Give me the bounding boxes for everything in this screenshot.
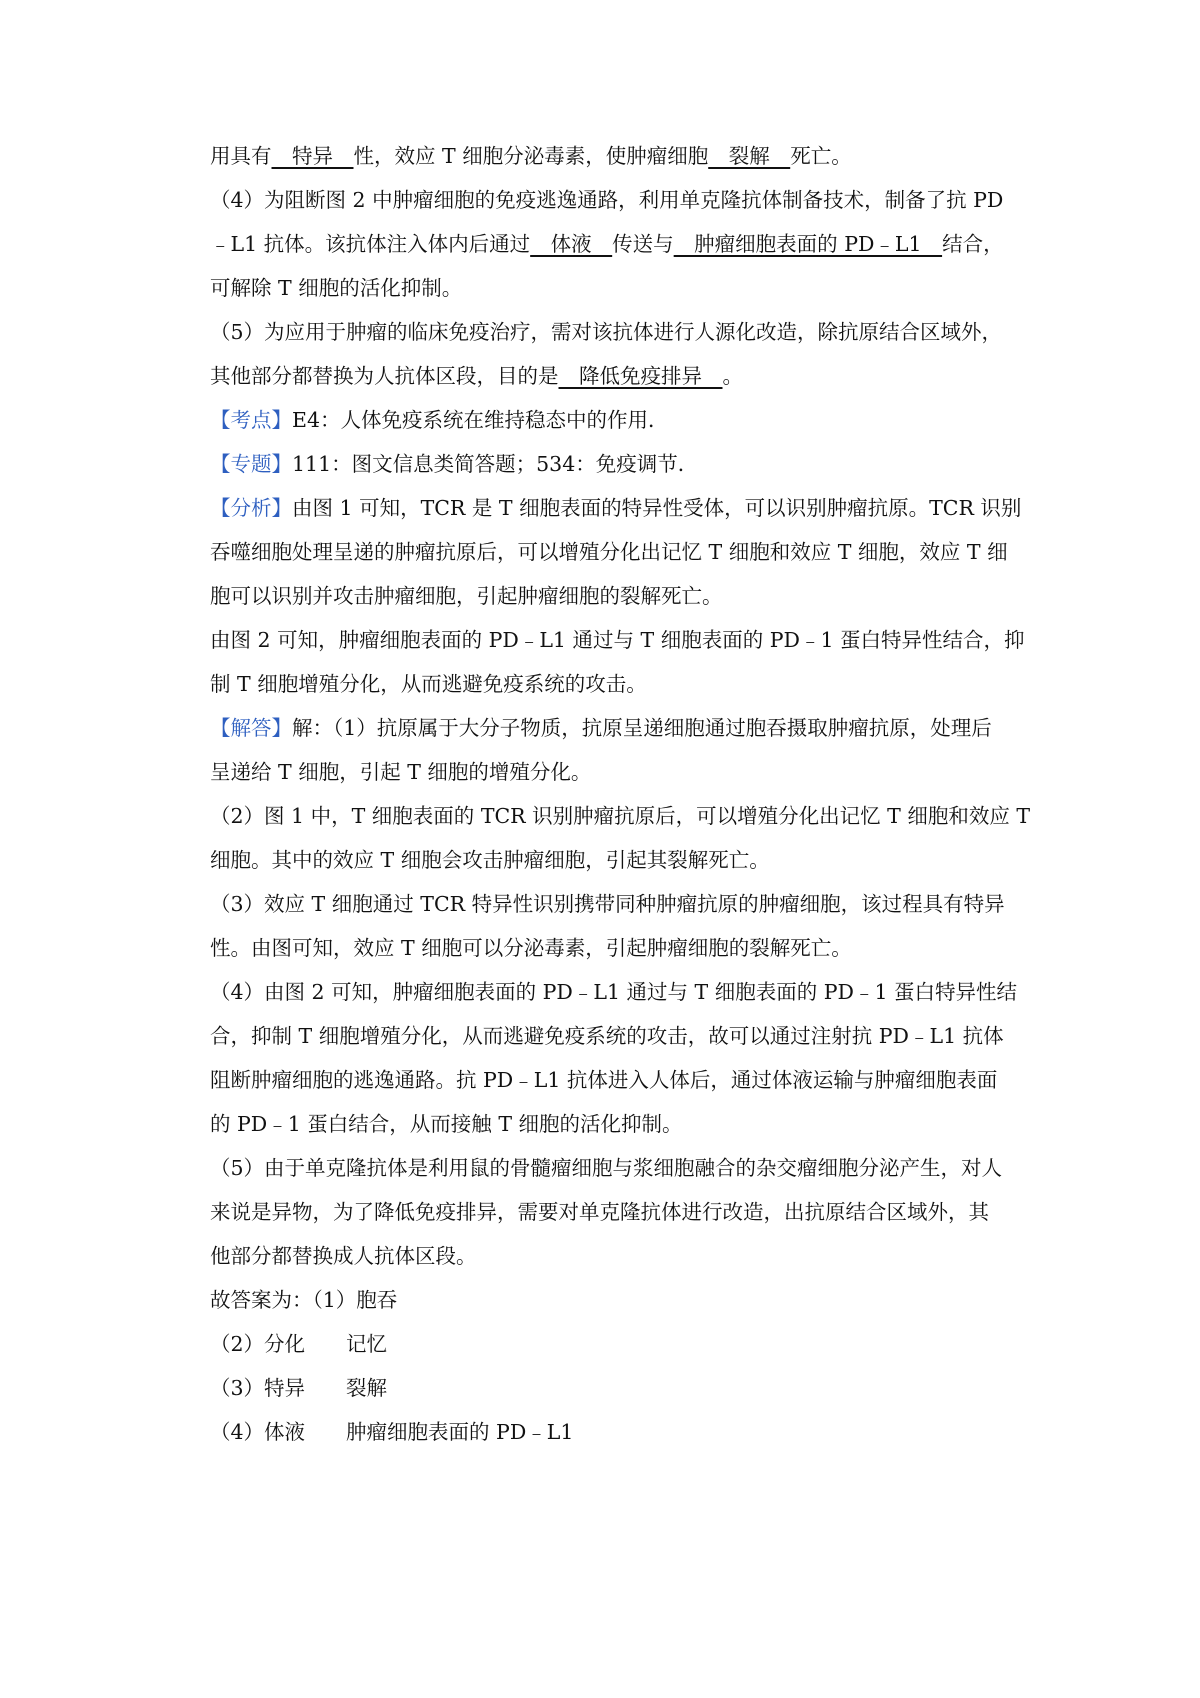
answer-blank: 特异	[271, 144, 354, 168]
text: 死亡。	[790, 144, 852, 168]
jieda-line-12: 来说是异物，为了降低免疫排异，需要对单克隆抗体进行改造，出抗原结合区域外，其	[210, 1200, 989, 1224]
text: 传送与	[612, 232, 674, 256]
zhuanti-text: 111：图文信息类简答题；534：免疫调节．	[292, 452, 699, 476]
q4-line-3: 可解除 T 细胞的活化抑制。	[210, 276, 463, 300]
answer-line-1: 故答案为：（1）胞吞	[210, 1288, 398, 1312]
fenxi-line-1	[210, 494, 1030, 522]
kaodian-line	[210, 406, 1030, 434]
jieda-line-13: 他部分都替换成人抗体区段。	[210, 1244, 477, 1268]
text: 结合，	[942, 232, 1004, 256]
kaodian-text: E4：人体免疫系统在维持稳态中的作用．	[292, 408, 669, 432]
answer-blank: 裂解	[708, 144, 791, 168]
q3-tail-line	[210, 142, 1030, 170]
jieda-line-8: 合，抑制 T 细胞增殖分化，从而逃避免疫系统的攻击，故可以通过注射抗 PD﹣L1 抗体	[210, 1024, 1004, 1048]
text: 。	[722, 364, 743, 388]
jieda-line-9: 阻断肿瘤细胞的逃逸通路。抗 PD﹣L1 抗体进入人体后，通过体液运输与肿瘤细胞表面	[210, 1068, 998, 1092]
jieda-tag: 【解答】	[210, 716, 292, 740]
fenxi-line-4: 由图 2 可知，肿瘤细胞表面的 PD﹣L1 通过与 T 细胞表面的 PD﹣1 蛋白特异性结合，抑	[210, 628, 1025, 652]
answer-line-2: （2）分化 记忆	[210, 1332, 388, 1356]
text: 解：（1）抗原属于大分子物质，抗原呈递细胞通过胞吞摄取肿瘤抗原，处理后	[292, 716, 992, 740]
jieda-line-6: 性。由图可知，效应 T 细胞可以分泌毒素，引起肿瘤细胞的裂解死亡。	[210, 936, 852, 960]
answer-blank: 肿瘤细胞表面的 PD﹣L1	[673, 232, 943, 256]
jieda-line-1	[210, 714, 1030, 742]
zhuanti-tag: 【专题】	[210, 452, 292, 476]
jieda-line-11: （5）由于单克隆抗体是利用鼠的骨髓瘤细胞与浆细胞融合的杂交瘤细胞分泌产生，对人	[210, 1156, 1003, 1180]
text: ﹣L1 抗体。该抗体注入体内后通过	[210, 232, 531, 256]
text: 其他部分都替换为人抗体区段，目的是	[210, 364, 559, 388]
fenxi-line-2: 吞噬细胞处理呈递的肿瘤抗原后，可以增殖分化出记忆 T 细胞和效应 T 细胞，效应 T 细	[210, 540, 1008, 564]
jieda-line-7: （4）由图 2 可知，肿瘤细胞表面的 PD﹣L1 通过与 T 细胞表面的 PD﹣1 蛋白特异性结	[210, 980, 1018, 1004]
zhuanti-line	[210, 450, 1030, 478]
text: 性，效应 T 细胞分泌毒素，使肿瘤细胞	[353, 144, 709, 168]
fenxi-line-5: 制 T 细胞增殖分化，从而逃避免疫系统的攻击。	[210, 672, 647, 696]
fenxi-line-3: 胞可以识别并攻击肿瘤细胞，引起肿瘤细胞的裂解死亡。	[210, 584, 723, 608]
q4-line-2	[210, 230, 1030, 258]
q5-line-1: （5）为应用于肿瘤的临床免疫治疗，需对该抗体进行人源化改造，除抗原结合区域外，	[210, 320, 1003, 344]
answer-blank: 体液	[530, 232, 613, 256]
jieda-line-4: 细胞。其中的效应 T 细胞会攻击肿瘤细胞，引起其裂解死亡。	[210, 848, 770, 872]
answer-line-4: （4）体液 肿瘤细胞表面的 PD﹣L1	[210, 1420, 574, 1444]
text: 用具有	[210, 144, 272, 168]
kaodian-tag: 【考点】	[210, 408, 292, 432]
jieda-line-3: （2）图 1 中，T 细胞表面的 TCR 识别肿瘤抗原后，可以增殖分化出记忆 T 细胞和效应 T	[210, 804, 1030, 828]
jieda-line-2: 呈递给 T 细胞，引起 T 细胞的增殖分化。	[210, 760, 592, 784]
text: 由图 1 可知，TCR 是 T 细胞表面的特异性受体，可以识别肿瘤抗原。TCR 识别	[292, 496, 1022, 520]
jieda-line-10: 的 PD﹣1 蛋白结合，从而接触 T 细胞的活化抑制。	[210, 1112, 683, 1136]
fenxi-tag: 【分析】	[210, 496, 292, 520]
answer-blank: 降低免疫排异	[558, 364, 723, 388]
jieda-line-5: （3）效应 T 细胞通过 TCR 特异性识别携带同种肿瘤抗原的肿瘤细胞，该过程具有特异	[210, 892, 1005, 916]
answer-line-3: （3）特异 裂解	[210, 1376, 388, 1400]
q5-line-2	[210, 362, 1030, 390]
q4-line-1: （4）为阻断图 2 中肿瘤细胞的免疫逃逸通路，利用单克隆抗体制备技术，制备了抗 PD	[210, 188, 1004, 212]
